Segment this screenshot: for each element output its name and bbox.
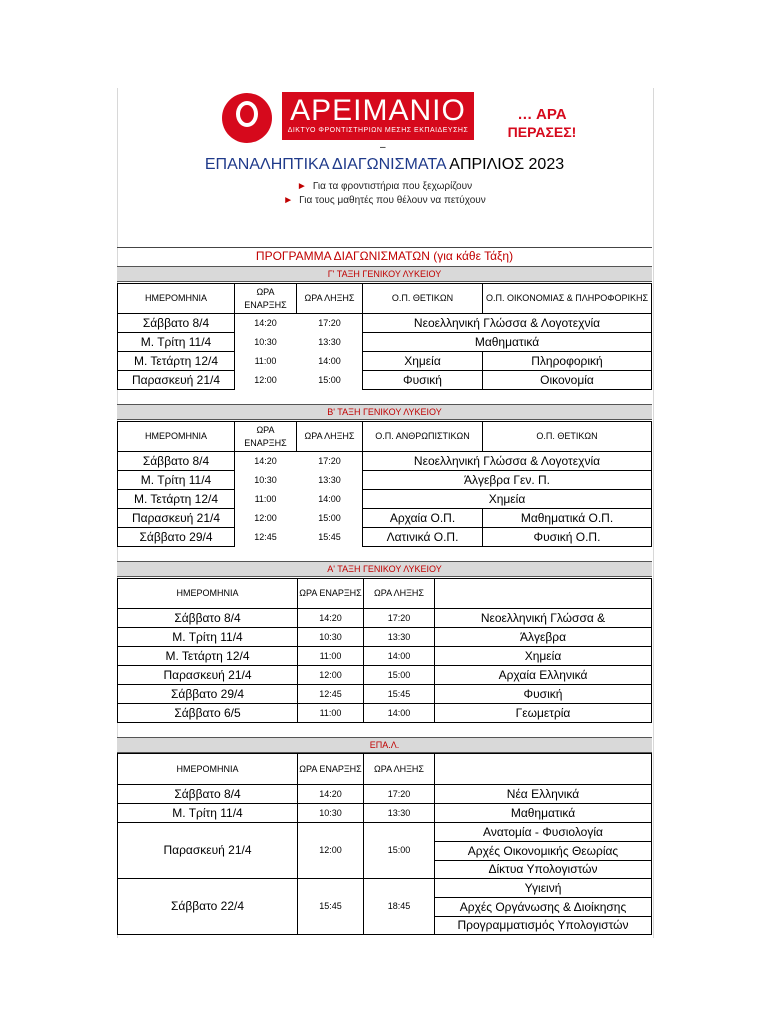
row-subject: Άλγεβρα (434, 627, 652, 647)
row-subject: Νεοελληνική Γλώσσα & (434, 608, 652, 628)
row-subject: Αρχές Οργάνωσης & Διοίκησης (434, 897, 652, 917)
row-subject-1: Φυσική (362, 370, 483, 390)
row-end: 15:00 (318, 512, 341, 523)
header-subject (434, 578, 652, 609)
row-start: 12:45 (297, 684, 364, 704)
row-date: Σάββατο 8/4 (117, 784, 298, 804)
row-subject-1: Λατινικά Ο.Π. (362, 527, 483, 547)
row-subject-merged: Μαθηματικά (362, 332, 652, 352)
row-end: 14:00 (363, 703, 435, 723)
row-start: 10:30 (254, 474, 277, 485)
row-date: Σάββατο 8/4 (117, 608, 298, 628)
row-end: 15:00 (363, 822, 435, 879)
header-date: ΗΜΕΡΟΜΗΝΙΑ (117, 578, 298, 609)
row-subject-2: Πληροφορική (482, 351, 652, 371)
row-end: 15:00 (318, 374, 341, 385)
row-date: Μ. Τρίτη 11/4 (117, 470, 235, 490)
header-end: ΩΡΑ ΛΗΞΗΣ (363, 753, 435, 785)
page-title (117, 156, 652, 174)
row-start: 14:20 (297, 784, 364, 804)
row-subject-2: Φυσική Ο.Π. (482, 527, 652, 547)
row-subject: Χημεία (434, 646, 652, 666)
row-end: 17:20 (318, 455, 341, 466)
row-date: Σάββατο 8/4 (117, 451, 235, 471)
row-start: 12:00 (297, 822, 364, 879)
row-start: 10:30 (297, 627, 364, 647)
bullet-2-text: Για τους μαθητές που θέλουν να πετύχουν (299, 195, 486, 206)
row-date: Μ. Τρίτη 11/4 (117, 803, 298, 823)
row-subject: Αρχές Οικονομικής Θεωρίας (434, 841, 652, 861)
row-subject: Νέα Ελληνικά (434, 784, 652, 804)
row-date: Παρασκευή 21/4 (117, 665, 298, 685)
row-start: 14:20 (254, 317, 277, 328)
row-end: 14:00 (318, 493, 341, 504)
tagline-line-1: … ΑΡΑ (517, 106, 567, 123)
header-track-1: Ο.Π. ΘΕΤΙΚΩΝ (362, 283, 483, 314)
row-start: 11:00 (297, 703, 364, 723)
dash-separator: – (380, 142, 386, 153)
row-date: Μ. Τρίτη 11/4 (117, 627, 298, 647)
row-end: 18:45 (363, 878, 435, 935)
header-date: ΗΜΕΡΟΜΗΝΙΑ (117, 753, 298, 785)
header-date: ΗΜΕΡΟΜΗΝΙΑ (117, 283, 235, 314)
row-start: 15:45 (297, 878, 364, 935)
divider (117, 247, 652, 248)
header-start: ΩΡΑ ΕΝΑΡΞΗΣ (297, 753, 364, 785)
brand-logo (282, 92, 474, 140)
row-end: 15:45 (318, 531, 341, 542)
row-start: 12:00 (254, 512, 277, 523)
program-title: ΠΡΟΓΡΑΜΜΑ ΔΙΑΓΩΝΙΣΜΑΤΩΝ (για κάθε Τάξη) (255, 249, 514, 263)
row-date: Μ. Τετάρτη 12/4 (117, 646, 298, 666)
row-start: 12:00 (254, 374, 277, 385)
row-subject: Αρχαία Ελληνικά (434, 665, 652, 685)
brand-name: ΑΡΕΙΜΑΝΙΟ (290, 94, 466, 127)
row-start: 12:45 (254, 531, 277, 542)
row-start: 11:00 (254, 355, 277, 366)
row-subject-2: Οικονομία (482, 370, 652, 390)
row-start: 11:00 (254, 493, 277, 504)
row-subject: Μαθηματικά (434, 803, 652, 823)
row-subject: Υγιεινή (434, 878, 652, 898)
row-subject-merged: Νεοελληνική Γλώσσα & Λογοτεχνία (362, 451, 652, 471)
row-date: Μ. Τετάρτη 12/4 (117, 351, 235, 371)
row-date: Παρασκευή 21/4 (117, 370, 235, 390)
header-end: ΩΡΑ ΛΗΞΗΣ (296, 283, 363, 314)
row-start: 10:30 (254, 336, 277, 347)
row-start: 12:00 (297, 665, 364, 685)
row-end: 17:20 (318, 317, 341, 328)
row-date: Παρασκευή 21/4 (117, 508, 235, 528)
row-end: 17:20 (363, 608, 435, 628)
row-start: 14:20 (254, 455, 277, 466)
row-date: Σάββατο 29/4 (117, 684, 298, 704)
header-start: ΩΡΑ ΕΝΑΡΞΗΣ (297, 578, 364, 609)
row-date: Παρασκευή 21/4 (117, 822, 298, 879)
header-start: ΩΡΑ ΕΝΑΡΞΗΣ (234, 421, 297, 452)
row-date: Μ. Τετάρτη 12/4 (117, 489, 235, 509)
logo-emblem-icon (222, 93, 272, 143)
row-subject: Προγραμματισμός Υπολογιστών (434, 916, 652, 935)
section-title-g-lykeiou: Γ' ΤΑΞΗ ΓΕΝΙΚΟΥ ΛΥΚΕΙΟΥ (117, 266, 652, 282)
row-start: 11:00 (297, 646, 364, 666)
row-date: Μ. Τρίτη 11/4 (117, 332, 235, 352)
section-title-a-lykeiou: Α' ΤΑΞΗ ΓΕΝΙΚΟΥ ΛΥΚΕΙΟΥ (117, 561, 652, 577)
bullet-2 (117, 195, 652, 206)
header-start: ΩΡΑ ΕΝΑΡΞΗΣ (234, 283, 297, 314)
row-end: 14:00 (318, 355, 341, 366)
row-date: Σάββατο 29/4 (117, 527, 235, 547)
row-end: 15:45 (363, 684, 435, 704)
row-date: Σάββατο 8/4 (117, 313, 235, 333)
row-subject-2: Μαθηματικά Ο.Π. (482, 508, 652, 528)
title-date: ΑΠΡΙΛΙΟΣ 2023 (449, 156, 565, 173)
header-track-2: Ο.Π. ΟΙΚΟΝΟΜΙΑΣ & ΠΛΗΡΟΦΟΡΙΚΗΣ (482, 283, 652, 314)
header-track-2: Ο.Π. ΘΕΤΙΚΩΝ (482, 421, 652, 452)
row-end: 13:30 (363, 627, 435, 647)
row-date: Σάββατο 22/4 (117, 878, 298, 935)
row-subject: Δίκτυα Υπολογιστών (434, 860, 652, 879)
section-title-epal: ΕΠΑ.Λ. (117, 737, 652, 753)
bullet-1-text: Για τα φροντιστήρια που ξεχωρίζουν (312, 181, 473, 192)
row-end: 17:20 (363, 784, 435, 804)
row-end: 14:00 (363, 646, 435, 666)
row-subject-merged: Νεοελληνική Γλώσσα & Λογοτεχνία (362, 313, 652, 333)
title-main: ΕΠΑΝΑΛΗΠΤΙΚΑ ΔΙΑΓΩΝΙΣΜΑΤΑ (204, 156, 446, 173)
row-subject-1: Χημεία (362, 351, 483, 371)
tagline-line-2: ΠΕΡΑΣΕΣ! (507, 124, 577, 140)
row-subject-merged: Άλγεβρα Γεν. Π. (362, 470, 652, 490)
arrow-right-icon: ► (283, 195, 294, 206)
row-subject: Φυσική (434, 684, 652, 704)
row-end: 13:30 (363, 803, 435, 823)
header-track-1: Ο.Π. ΑΝΘΡΩΠΙΣΤΙΚΩΝ (362, 421, 483, 452)
section-title-b-lykeiou: Β' ΤΑΞΗ ΓΕΝΙΚΟΥ ΛΥΚΕΙΟΥ (117, 404, 652, 420)
row-start: 10:30 (297, 803, 364, 823)
row-subject-merged: Χημεία (362, 489, 652, 509)
row-subject-1: Αρχαία Ο.Π. (362, 508, 483, 528)
header-end: ΩΡΑ ΛΗΞΗΣ (296, 421, 363, 452)
header-subject (434, 753, 652, 785)
row-subject: Γεωμετρία (434, 703, 652, 723)
brand-subtitle: ΔΙΚΤΥΟ ΦΡΟΝΤΙΣΤΗΡΙΩΝ ΜΕΣΗΣ ΕΚΠΑΙΔΕΥΣΗΣ (287, 127, 469, 134)
row-date: Σάββατο 6/5 (117, 703, 298, 723)
row-end: 13:30 (318, 474, 341, 485)
row-subject: Ανατομία - Φυσιολογία (434, 822, 652, 842)
arrow-right-icon: ► (296, 181, 307, 192)
header-end: ΩΡΑ ΛΗΞΗΣ (363, 578, 435, 609)
header-date: ΗΜΕΡΟΜΗΝΙΑ (117, 421, 235, 452)
bullet-1 (117, 181, 652, 192)
row-end: 15:00 (363, 665, 435, 685)
row-start: 14:20 (297, 608, 364, 628)
row-end: 13:30 (318, 336, 341, 347)
